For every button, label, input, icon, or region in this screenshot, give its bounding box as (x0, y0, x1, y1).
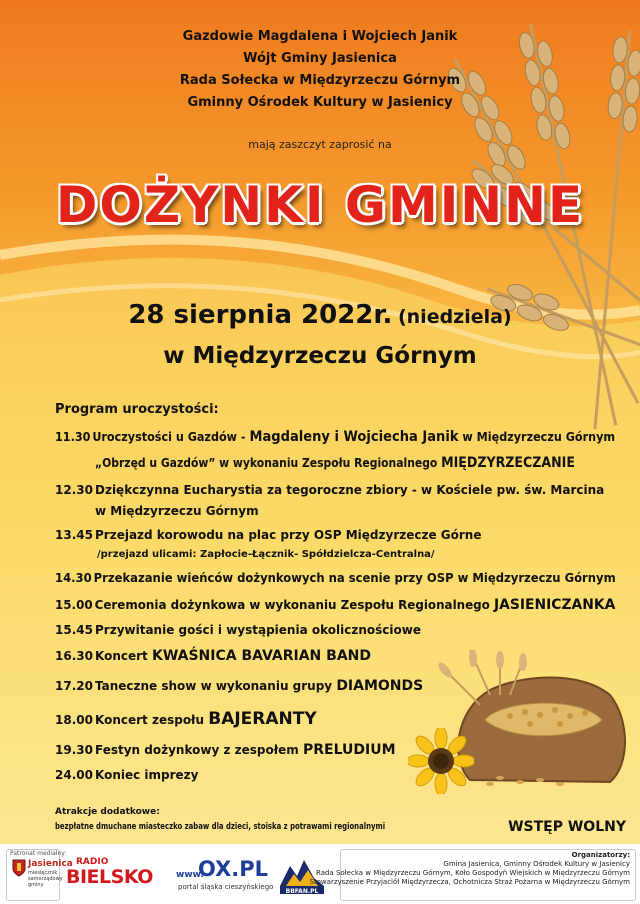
radio-bielsko-logo: BIELSKO (66, 866, 153, 888)
program-row-continuation (95, 455, 575, 471)
program-row-continuation (95, 504, 575, 518)
program-text: Koncert (95, 649, 152, 663)
invite-line: mają zaszczyt zaprosić na (248, 138, 392, 151)
ox-logo: OX.PL (198, 857, 269, 881)
program-highlight: JASIENICZANKA (493, 597, 616, 613)
footer (0, 844, 640, 904)
program-heading: Program uroczystości: (55, 402, 219, 417)
event-weekday: (niedziela) (397, 306, 512, 328)
program-highlight: MIĘDZYRZECZANIE (441, 455, 575, 471)
program-highlight: KWAŚNICA BAVARIAN BAND (151, 648, 371, 664)
program-time: 15.45 (55, 623, 93, 637)
program-text: „Obrzęd u Gazdów” w wykonaniu Zespołu Regionalnego (95, 456, 442, 470)
ox-logo-prefix: www. (176, 870, 204, 880)
program-time: 19.30 (55, 743, 93, 757)
program-text: Festyn dożynkowy z zespołem (95, 743, 303, 757)
host-line: Gminny Ośrodek Kultury w Jasienicy (187, 95, 453, 110)
program-time: 14.30 (55, 571, 92, 585)
program-text: Przekazanie wieńców dożynkowych na scenie przy OSP w Międzyrzeczu Górnym (93, 571, 616, 585)
organizer-line: Stowarzyszenie Przyjaciół Międzyrzecza, Ochotnicza Straż Pożarna w Międzyrzeczu Górnym (309, 878, 630, 886)
beskidzki-fan-logo-text: BBFAN.PL (285, 888, 319, 895)
organizer-line: Rada Sołecka w Międzyrzeczu Górnym, Koło Gospodyń Wiejskich w Międzyrzeczu Górnym (315, 869, 630, 877)
program-highlight: BAJERANTY (208, 709, 317, 729)
organizers-heading: Organizatorzy: (571, 851, 630, 859)
program-text: w Międzyrzeczu Górnym (95, 504, 259, 518)
event-date: 28 sierpnia 2022r. (128, 300, 393, 330)
jasienica-logo-subtitle: miesięcznik samorządowy gminy (28, 870, 63, 888)
radio-bielsko-logo-small: RADIO (76, 857, 109, 867)
extra-attractions-heading: Atrakcje dodatkowe: (55, 807, 160, 817)
program-row (55, 623, 615, 637)
program-time: 12.30 (55, 483, 93, 497)
program-time: 18.00 (55, 713, 93, 727)
program-time: 17.20 (55, 679, 93, 693)
program-highlight: PRELUDIUM (302, 742, 396, 758)
host-line: Gazdowie Magdalena i Wojciech Janik (182, 29, 458, 44)
program-text: Koniec imprezy (95, 768, 199, 782)
program-row (55, 429, 616, 445)
sunflower-icon (408, 728, 474, 794)
program-row (55, 648, 615, 664)
program-row (55, 709, 615, 729)
ox-logo-subtitle: portal śląska cieszyńskiego (178, 883, 274, 891)
free-entry-label: WSTĘP WOLNY (508, 819, 626, 835)
program-row (55, 768, 615, 782)
program-time: 24.00 (55, 768, 93, 782)
program-row (55, 742, 615, 758)
jasienica-logo-name: Jasienica (28, 859, 73, 869)
host-line: Rada Sołecka w Międzyrzeczu Górnym (179, 73, 461, 88)
program-row (55, 571, 616, 585)
program-text: w Międzyrzeczu Górnym (458, 430, 616, 444)
event-place: w Międzyrzeczu Górnym (163, 343, 477, 369)
program-row (55, 678, 615, 694)
hosts-list (120, 26, 520, 114)
program-text: Ceremonia dożynkowa w wykonaniu Zespołu Regionalnego (94, 598, 494, 612)
program-text: Dziękczynna Eucharystia za tegoroczne zbiory - w Kościele pw. św. Marcina (95, 483, 605, 497)
program-text: Przywitanie gości i wystąpienia okolicznościowe (95, 623, 421, 637)
program-time: 11.30 (55, 430, 91, 444)
program-row (55, 483, 615, 497)
program-row (55, 597, 616, 613)
program-time: 13.45 (55, 528, 93, 542)
patron-label: Patronat medialny: (10, 850, 67, 857)
program-row (55, 528, 615, 542)
event-title: DOŻYNKI GMINNE (55, 176, 585, 234)
extra-attractions-text: bezpłatne dmuchane miasteczko zabaw dla dzieci, stoiska z potrawami regionalnymi (55, 822, 386, 832)
program-text: Koncert zespołu (95, 713, 209, 727)
program-text: Przejazd korowodu na plac przy OSP Międzyrzecze Górne (95, 528, 482, 542)
program-time: 15.00 (55, 598, 93, 612)
organizer-line: Gmina Jasienica, Gminny Ośrodek Kultury w Jasienicy (443, 860, 630, 868)
program-row-continuation (97, 549, 577, 560)
program-text: Uroczystości u Gazdów - (92, 430, 250, 444)
program-highlight: Magdaleny i Wojciecha Janik (249, 429, 459, 445)
host-line: Wójt Gminy Jasienica (243, 51, 397, 66)
organizers-list (309, 851, 630, 887)
program-text: Taneczne show w wykonaniu grupy (95, 679, 337, 693)
program-time: 16.30 (55, 649, 93, 663)
jasienica-crest-icon (12, 859, 26, 877)
program-highlight: DIAMONDS (336, 678, 424, 694)
event-date-line (0, 300, 640, 330)
program-route: /przejazd ulicami: Zapłocie-Łącznik- Spółdzielcza-Centralna/ (97, 549, 435, 560)
